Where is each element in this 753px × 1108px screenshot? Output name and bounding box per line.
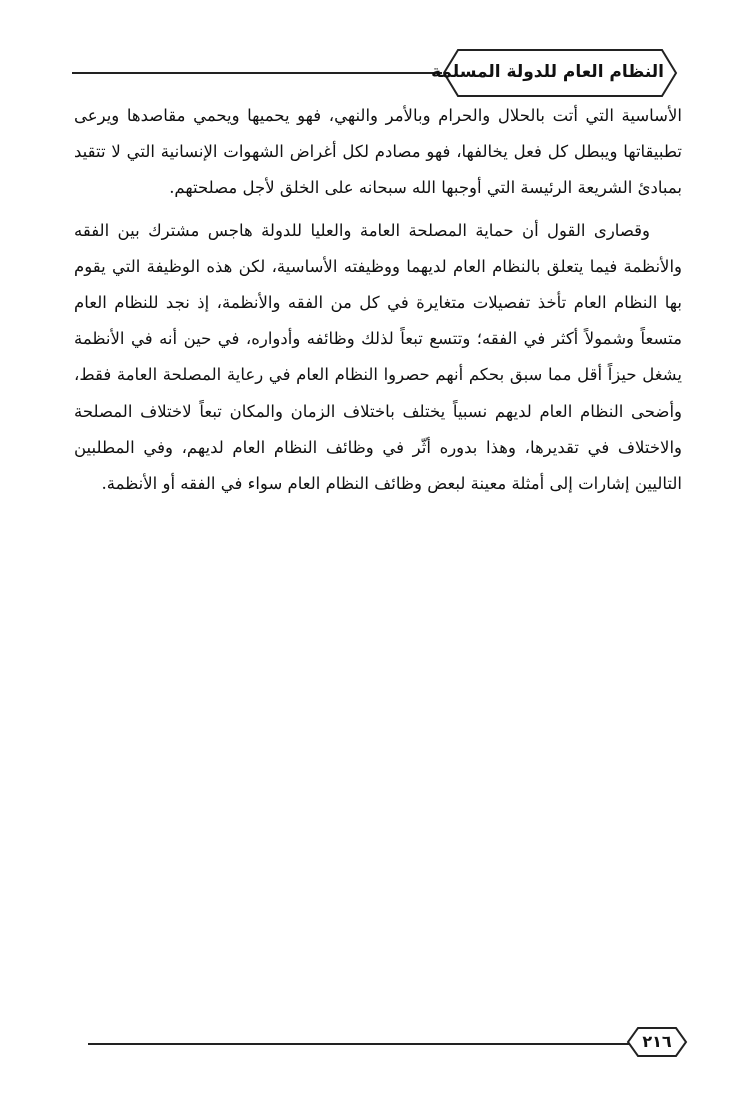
paragraph: الأساسية التي أتت بالحلال والحرام وبالأمر والنهي، فهو يحميها ويحمي مقاصدها ويرعى تطبيقاتها ويبطل كل فعل يخالفها، فهو مصادم لكل أغراض الشهوات الإنسانية التي لا تتقيد بمبادئ الشريعة الرئيسة التي أوجبها الله سبحانه على الخلق لأجل مصلحتهم. [74,106,682,198]
running-header-title: النظام العام للدولة المسلمة [431,62,664,82]
footer-rule [88,1043,632,1045]
header-rule [72,72,442,74]
body-text [74,98,682,502]
paragraph: وقصارى القول أن حماية المصلحة العامة والعليا للدولة هاجس مشترك بين الفقه والأنظمة فيما يتعلق بالنظام العام لديهما ووظيفته الأساسية، لكن هذه الوظيفة التي يقوم بها النظام العام تأخذ تفصيلات متغايرة في كل من الفقه والأنظمة، إذ نجد للنظام العام متسعاً وشمولاً أكثر في الفقه؛ وتتسع تبعاً لذلك وظائفه وأدواره، في حين أنه في الأنظمة يشغل حيزاً أقل مما سبق بحكم أنهم حصروا النظام العام في رعاية المصلحة العامة فقط، وأضحى النظام العام لديهم نسبياً يختلف باختلاف الزمان والمكان تبعاً لاختلاف المصلحة والاختلاف في تقديرها، وهذا بدوره أثّر في وظائف النظام العام لديهم، وفي المطلبين التاليين إشارات إلى أمثلة معينة لبعض وظائف النظام العام سواء في الفقه أو الأنظمة. [74,220,682,494]
page-number: ٢١٦ [642,1032,672,1051]
